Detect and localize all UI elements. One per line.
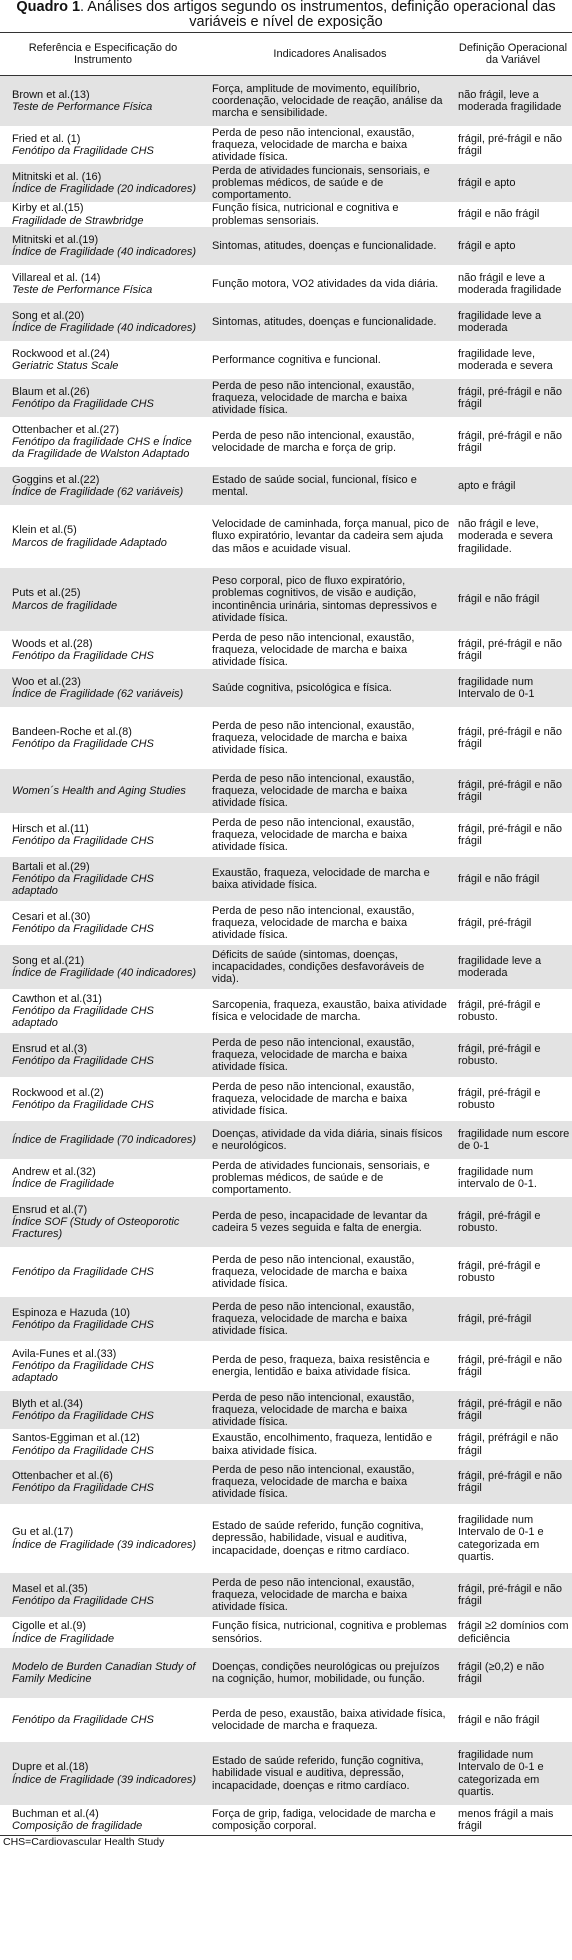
reference-text: Brown et al.(13) (12, 88, 90, 101)
reference-text: Santos-Eggiman et al.(12) (12, 1432, 140, 1445)
instrument-text: Modelo de Burden Canadian Study of Family Medicine (12, 1660, 196, 1685)
reference-text: Gu et al.(17) (12, 1526, 74, 1539)
cell-reference (0, 707, 206, 769)
reference-text: Rockwood et al.(24) (12, 347, 110, 360)
cell-reference (0, 1391, 206, 1429)
cell-definition: fragilidade num Intervalo de 0-1 e categorizada em quartis. (458, 1749, 544, 1798)
table-row (0, 631, 572, 669)
cell-reference (0, 227, 206, 265)
cell-indicators: Déficits de saúde (sintomas, doenças, incapacidades, condições desfavoráveis de vida). (212, 948, 425, 986)
cell-definition: frágil, pré-frágil (458, 1312, 532, 1325)
instrument-text: Women´s Health and Aging Studies (12, 784, 186, 797)
cell-definition: fragilidade leve a moderada (458, 309, 542, 334)
cell-reference (0, 1197, 206, 1247)
table-row (0, 1504, 572, 1573)
reference-text: Bartali et al.(29) (12, 860, 90, 873)
cell-definition: frágil, pré-frágil e não frágil (458, 429, 562, 454)
cell-definition: frágil e apto (458, 239, 516, 252)
cell-reference (0, 1742, 206, 1805)
cell-definition: menos frágil a mais frágil (458, 1807, 554, 1832)
instrument-text: Fenótipo da Fragilidade CHS (12, 738, 154, 750)
table-body (0, 76, 572, 1835)
cell-reference (0, 1460, 206, 1504)
cell-indicators: Perda de peso, fraqueza, baixa resistência e energia, lentidão e baixa atividade física. (212, 1353, 430, 1378)
cell-indicators: Perda de peso não intencional, exaustão, fraqueza, velocidade de marcha e baixa atividade física. (212, 1253, 415, 1291)
reference-text: Goggins et al.(22) (12, 473, 100, 486)
instrument-text: Teste de Performance Física (12, 101, 153, 113)
instrument-text: Índice de Fragilidade (20 indicadores) (12, 183, 197, 195)
cell-indicators: Perda de peso não intencional, exaustão, fraqueza, velocidade de marcha e baixa atividade física. (212, 1300, 415, 1338)
cell-reference (0, 417, 206, 467)
cell-reference (0, 303, 206, 341)
cell-definition: fragilidade leve a moderada (458, 954, 542, 979)
table-row (0, 568, 572, 631)
cell-definition: fragilidade num Intervalo de 0-1 e categorizada em quartis. (458, 1514, 544, 1563)
cell-indicators: Perda de peso, exaustão, baixa atividade física, velocidade de marcha e fraqueza. (212, 1707, 446, 1732)
instrument-text: Fenótipo da Fragilidade CHS (12, 1595, 154, 1607)
cell-reference (0, 945, 206, 989)
cell-indicators: Perda de peso não intencional, exaustão, fraqueza, velocidade de marcha e baixa atividade física. (212, 772, 415, 810)
table-row (0, 1159, 572, 1197)
cell-definition: frágil, préfrágil e não frágil (458, 1432, 559, 1457)
cell-indicators: Força de grip, fadiga, velocidade de marcha e composição corporal. (212, 1807, 436, 1832)
table-row (0, 989, 572, 1033)
cell-indicators: Perda de peso não intencional, exaustão, velocidade de marcha e força de grip. (212, 429, 415, 454)
table-row (0, 202, 572, 227)
cell-indicators: Perda de peso não intencional, exaustão, fraqueza, velocidade de marcha e baixa atividade física. (212, 1391, 415, 1429)
table-row (0, 227, 572, 265)
instrument-text: Índice de Fragilidade (39 indicadores) (12, 1538, 197, 1551)
table-row (0, 857, 572, 901)
table-row (0, 1197, 572, 1247)
cell-definition: frágil, pré-frágil e não frágil (458, 1469, 562, 1494)
table-row (0, 1341, 572, 1391)
cell-reference (0, 669, 206, 707)
reference-text: Villareal et al. (14) (12, 271, 101, 284)
cell-reference (0, 631, 206, 669)
instrument-text: Marcos de fragilidade Adaptado (12, 536, 167, 549)
cell-reference (0, 813, 206, 857)
reference-text: Mitnitski et al. (16) (12, 170, 102, 183)
cell-indicators: Estado de saúde referido, função cognitiva, habilidade visual e auditiva, depressão, incapacidade, doenças e ritmo cardíaco. (212, 1755, 424, 1792)
cell-reference (0, 76, 206, 126)
table-row (0, 467, 572, 505)
table-row (0, 341, 572, 379)
reference-text: Ottenbacher et al.(27) (12, 423, 120, 436)
instrument-text: Índice de Fragilidade (40 indicadores) (12, 967, 197, 979)
instrument-text: Fenótipo da fragilidade CHS e Índice da Fragilidade de Walston Adaptado (12, 435, 192, 461)
table-row (0, 1077, 572, 1121)
table-row (0, 1391, 572, 1429)
cell-indicators: Função física, nutricional e cognitiva e problemas sensoriais. (212, 202, 399, 227)
table-row (0, 1429, 572, 1460)
cell-definition: não frágil, leve a moderada fragilidade (458, 88, 562, 113)
cell-indicators: Velocidade de caminhada, força manual, pico de fluxo expiratório, levantar da cadeira sem ajuda das mãos e acuidade visual. (212, 518, 450, 555)
cell-definition: frágil (≥0,2) e não frágil (458, 1660, 545, 1685)
cell-indicators: Perda de peso não intencional, exaustão, fraqueza, velocidade de marcha e baixa atividade física. (212, 816, 415, 854)
cell-indicators: Perda de atividades funcionais, sensoriais, e problemas médicos, de saúde e de comportamento. (212, 164, 430, 202)
cell-definition: frágil, pré-frágil e não frágil (458, 725, 562, 750)
cell-definition: não frágil e leve a moderada fragilidade (458, 271, 562, 296)
cell-definition: apto e frágil (458, 479, 516, 492)
instrument-text: Fenótipo da Fragilidade CHS (12, 1265, 154, 1278)
cell-indicators: Perda de peso, incapacidade de levantar da cadeira 5 vezes seguida e falta de energia. (212, 1209, 428, 1234)
cell-reference (0, 341, 206, 379)
cell-indicators: Doenças, condições neurológicas ou prejuízos na cognição, humor, mobilidade, ou função. (212, 1660, 440, 1685)
cell-definition: frágil, pré-frágil e não frágil (458, 385, 562, 410)
instrument-text: Índice de Fragilidade (62 variáveis) (12, 688, 184, 700)
instrument-text: Composição de fragilidade (12, 1820, 143, 1832)
instrument-text: Fenótipo da Fragilidade CHS (12, 1055, 154, 1067)
cell-indicators: Perda de peso não intencional, exaustão, fraqueza, velocidade de marcha e baixa atividade física. (212, 1080, 415, 1118)
cell-indicators: Exaustão, encolhimento, fraqueza, lentidão e baixa atividade física. (212, 1432, 433, 1457)
cell-definition: fragilidade leve, moderada e severa (458, 347, 553, 372)
table-row (0, 1121, 572, 1159)
cell-indicators: Doenças, atividade da vida diária, sinais físicos e neurológicos. (212, 1127, 443, 1152)
instrument-text: Fenótipo da Fragilidade CHS (12, 398, 154, 410)
cell-definition: frágil, pré-frágil e não frágil (458, 1582, 562, 1607)
reference-text: Blaum et al.(26) (12, 385, 90, 398)
table-row (0, 1033, 572, 1077)
cell-reference (0, 1805, 206, 1835)
cell-reference (0, 1121, 206, 1159)
cell-definition: frágil e não frágil (458, 593, 540, 606)
cell-indicators: Sarcopenia, fraqueza, exaustão, baixa atividade física e velocidade de marcha. (212, 998, 447, 1023)
table-row (0, 505, 572, 568)
cell-reference (0, 505, 206, 568)
cell-reference (0, 989, 206, 1033)
cell-indicators: Perda de atividades funcionais, sensoriais, e problemas médicos, de saúde e de comportamento. (212, 1159, 430, 1197)
reference-text: Klein et al.(5) (12, 524, 77, 537)
header-definition: Definição Operacional da Variável (458, 42, 568, 66)
cell-reference (0, 1033, 206, 1077)
instrument-text: Geriatric Status Scale (12, 360, 119, 372)
cell-indicators: Estado de saúde social, funcional, físico e mental. (212, 473, 417, 498)
cell-reference (0, 769, 206, 813)
instrument-text: Fenótipo da Fragilidade CHS (12, 1713, 154, 1726)
table-footnote: CHS=Cardiovascular Health Study (0, 1835, 572, 1849)
instrument-text: Teste de Performance Física (12, 284, 153, 296)
cell-definition: frágil e não frágil (458, 208, 540, 221)
reference-text: Rockwood et al.(2) (12, 1086, 104, 1099)
instrument-text: Índice de Fragilidade (12, 1632, 115, 1645)
reference-text: Ensrud et al.(3) (12, 1042, 88, 1055)
cell-indicators: Função motora, VO2 atividades da vida diária. (212, 277, 439, 290)
cell-indicators: Performance cognitiva e funcional. (212, 353, 381, 366)
instrument-text: Índice de Fragilidade (70 indicadores) (12, 1133, 197, 1146)
cell-definition: frágil, pré-frágil e robusto. (458, 1042, 541, 1067)
cell-definition: frágil e não frágil (458, 872, 540, 885)
cell-indicators: Perda de peso não intencional, exaustão, fraqueza, velocidade de marcha e baixa atividade física. (212, 631, 415, 669)
cell-definition: frágil, pré-frágil e não frágil (458, 778, 562, 803)
instrument-text: Fenótipo da Fragilidade CHS (12, 1482, 154, 1494)
reference-text: Woo et al.(23) (12, 675, 81, 688)
reference-text: Ensrud et al.(7) (12, 1203, 88, 1216)
cell-definition: frágil, pré-frágil e não frágil (458, 1397, 562, 1422)
cell-definition: frágil e não frágil (458, 1713, 540, 1726)
table-row (0, 265, 572, 303)
cell-indicators: Perda de peso não intencional, exaustão, fraqueza, velocidade de marcha e baixa atividade física. (212, 379, 415, 417)
reference-text: Espinoza e Hazuda (10) (12, 1306, 131, 1319)
cell-reference (0, 1573, 206, 1617)
table-row (0, 1573, 572, 1617)
cell-definition: frágil e apto (458, 176, 516, 189)
instrument-text: Fenótipo da Fragilidade CHS (12, 1319, 154, 1331)
instrument-text: Fenótipo da Fragilidade CHS adaptado (12, 1359, 154, 1385)
reference-text: Cawthon et al.(31) (12, 992, 102, 1005)
table-row (0, 1698, 572, 1742)
table-row (0, 945, 572, 989)
instrument-text: Índice de Fragilidade (40 indicadores) (12, 246, 197, 258)
reference-text: Buchman et al.(4) (12, 1807, 99, 1820)
table-row (0, 1460, 572, 1504)
reference-text: Song et al.(20) (12, 309, 85, 322)
cell-definition: frágil, pré-frágil e não frágil (458, 637, 562, 662)
reference-text: Avila-Funes et al.(33) (12, 1347, 117, 1360)
cell-indicators: Sintomas, atitudes, doenças e funcionalidade. (212, 315, 437, 328)
instrument-text: Fenótipo da Fragilidade CHS (12, 650, 154, 662)
table-header (0, 32, 572, 76)
instrument-text: Marcos de fragilidade (12, 599, 118, 612)
cell-reference (0, 126, 206, 164)
instrument-text: Fenótipo da Fragilidade CHS (12, 835, 154, 847)
instrument-text: Fenótipo da Fragilidade CHS adaptado (12, 872, 154, 898)
cell-reference (0, 379, 206, 417)
cell-indicators: Sintomas, atitudes, doenças e funcionalidade. (212, 239, 437, 252)
cell-definition: frágil, pré-frágil e não frágil (458, 132, 562, 157)
cell-reference (0, 568, 206, 631)
cell-indicators: Função física, nutricional, cognitiva e problemas sensórios. (212, 1620, 447, 1645)
cell-definition: fragilidade num Intervalo de 0-1 (458, 675, 535, 700)
instrument-text: Fenótipo da Fragilidade CHS adaptado (12, 1004, 154, 1030)
table-row (0, 1247, 572, 1297)
table-row (0, 1648, 572, 1698)
cell-reference (0, 1617, 206, 1648)
table-row (0, 379, 572, 417)
cell-indicators: Estado de saúde referido, função cognitiva, depressão, habilidade, visual e auditiva, incapacidade, doenças e ritmo cardíaco. (212, 1520, 424, 1557)
cell-reference (0, 1698, 206, 1742)
table-row (0, 707, 572, 769)
cell-indicators: Perda de peso não intencional, exaustão, fraqueza, velocidade de marcha e baixa atividade física. (212, 1463, 415, 1501)
table-row (0, 1742, 572, 1805)
cell-reference (0, 202, 206, 227)
table-row (0, 813, 572, 857)
instrument-text: Fragilidade de Strawbridge (12, 214, 144, 227)
table-row (0, 1297, 572, 1341)
reference-text: Mitnitski et al.(19) (12, 233, 99, 246)
cell-reference (0, 1648, 206, 1698)
instrument-text: Índice de Fragilidade (40 indicadores) (12, 322, 197, 334)
cell-definition: não frágil e leve, moderada e severa fragilidade. (458, 518, 553, 555)
instrument-text: Fenótipo da Fragilidade CHS (12, 1410, 154, 1422)
cell-definition: frágil, pré-frágil e não frágil (458, 822, 562, 847)
instrument-text: Índice de Fragilidade (39 indicadores) (12, 1773, 197, 1786)
reference-text: Fried et al. (1) (12, 132, 81, 145)
cell-reference (0, 1297, 206, 1341)
header-reference: Referência e Especificação do Instrumento (28, 42, 178, 66)
cell-definition: frágil, pré-frágil e robusto (458, 1259, 541, 1284)
cell-definition: frágil ≥2 domínios com deficiência (458, 1620, 569, 1645)
cell-reference (0, 1077, 206, 1121)
cell-definition: frágil, pré-frágil e robusto. (458, 998, 541, 1023)
instrument-text: Fenótipo da Fragilidade CHS (12, 145, 154, 157)
cell-indicators: Perda de peso não intencional, exaustão, fraqueza, velocidade de marcha e baixa atividade física. (212, 719, 415, 757)
instrument-text: Índice de Fragilidade (62 variáveis) (12, 486, 184, 498)
instrument-text: Índice SOF (Study of Osteoporotic Fractures) (12, 1215, 180, 1241)
cell-reference (0, 265, 206, 303)
cell-indicators: Perda de peso não intencional, exaustão, fraqueza, velocidade de marcha e baixa atividade física. (212, 904, 415, 942)
instrument-text: Fenótipo da Fragilidade CHS (12, 1099, 154, 1111)
table-row (0, 76, 572, 126)
cell-indicators: Saúde cognitiva, psicológica e física. (212, 681, 392, 694)
table-row (0, 1617, 572, 1648)
reference-text: Bandeen-Roche et al.(8) (12, 725, 132, 738)
reference-text: Ottenbacher et al.(6) (12, 1469, 113, 1482)
reference-text: Cesari et al.(30) (12, 910, 91, 923)
caption-text: . Análises dos artigos segundo os instrumentos, definição operacional das variáveis e nível de exposição (80, 0, 556, 30)
table-row (0, 417, 572, 467)
table-row (0, 901, 572, 945)
reference-text: Blyth et al.(34) (12, 1397, 83, 1410)
cell-reference (0, 857, 206, 901)
cell-indicators: Perda de peso não intencional, exaustão, fraqueza, velocidade de marcha e baixa atividade física. (212, 1576, 415, 1614)
reference-text: Song et al.(21) (12, 954, 85, 967)
cell-reference (0, 1504, 206, 1573)
table-row (0, 164, 572, 202)
reference-text: Masel et al.(35) (12, 1582, 88, 1595)
cell-definition: frágil, pré-frágil e robusto (458, 1086, 541, 1111)
cell-definition: frágil, pré-frágil e não frágil (458, 1353, 562, 1378)
cell-reference (0, 901, 206, 945)
reference-text: Cigolle et al.(9) (12, 1620, 86, 1633)
cell-definition: frágil, pré-frágil (458, 916, 532, 929)
table-row (0, 126, 572, 164)
cell-reference (0, 1247, 206, 1297)
instrument-text: Índice de Fragilidade (12, 1178, 115, 1190)
instrument-text: Fenótipo da Fragilidade CHS (12, 1444, 154, 1457)
table-caption (0, 0, 572, 32)
cell-indicators: Peso corporal, pico de fluxo expiratório, problemas cognitivos, de visão e audição, incontinência urinária, sintomas depressivos e atividade física. (212, 575, 438, 624)
cell-indicators: Exaustão, fraqueza, velocidade de marcha e baixa atividade física. (212, 866, 430, 891)
cell-reference (0, 164, 206, 202)
cell-indicators: Perda de peso não intencional, exaustão, fraqueza, velocidade de marcha e baixa atividade física. (212, 126, 415, 164)
cell-reference (0, 1159, 206, 1197)
cell-definition: frágil, pré-frágil e robusto. (458, 1209, 541, 1234)
reference-text: Puts et al.(25) (12, 587, 81, 600)
reference-text: Andrew et al.(32) (12, 1165, 96, 1178)
instrument-text: Fenótipo da Fragilidade CHS (12, 923, 154, 935)
cell-reference (0, 467, 206, 505)
cell-reference (0, 1341, 206, 1391)
cell-definition: fragilidade num intervalo de 0-1. (458, 1165, 537, 1190)
reference-text: Hirsch et al.(11) (12, 822, 89, 835)
table-row (0, 769, 572, 813)
reference-text: Kirby et al.(15) (12, 202, 84, 215)
table-row (0, 1805, 572, 1835)
caption-label: Quadro 1 (16, 0, 81, 15)
reference-text: Dupre et al.(18) (12, 1761, 89, 1774)
cell-reference (0, 1429, 206, 1460)
cell-indicators: Força, amplitude de movimento, equilíbrio, coordenação, velocidade de reação, análise da marcha e sensibilidade. (212, 82, 443, 120)
reference-text: Woods et al.(28) (12, 637, 93, 650)
header-indicators: Indicadores Analisados (273, 48, 387, 60)
cell-indicators: Perda de peso não intencional, exaustão, fraqueza, velocidade de marcha e baixa atividade física. (212, 1036, 415, 1074)
table-row (0, 303, 572, 341)
cell-definition: fragilidade num escore de 0-1 (458, 1127, 570, 1152)
table-row (0, 669, 572, 707)
